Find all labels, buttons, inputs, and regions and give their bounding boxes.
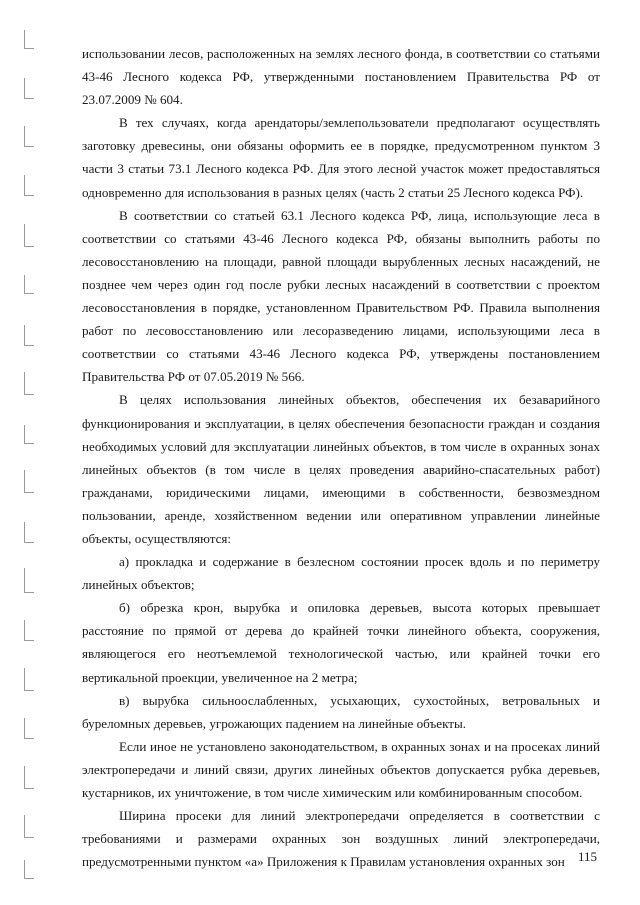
- margin-mark: [24, 224, 34, 247]
- page-number: 115: [578, 849, 598, 864]
- margin-mark: [24, 325, 34, 346]
- binding-margin-marks: [0, 0, 40, 905]
- margin-mark: [24, 175, 34, 196]
- margin-mark: [24, 860, 34, 879]
- margin-mark: [24, 78, 34, 99]
- list-item-c: в) вырубка сильноослабленных, усыхающих, сухостойных, ветровальных и буреломных деревьев, угрожающих падением на линейные объекты.: [82, 692, 600, 731]
- list-item-b: б) обрезка крон, вырубка и опиловка деревьев, высота которых превышает расстояние по прямой от дерева до крайней точки линейного объекта, сооружения, являющегося его неотъемлемой технологической частью, или крайней точки его вертикальной проекции, увеличенное на 2 метра;: [82, 600, 600, 685]
- margin-mark: [24, 372, 34, 395]
- margin-mark: [24, 30, 34, 49]
- margin-mark: [24, 470, 34, 493]
- body-text: [82, 42, 600, 873]
- paragraph-timber-harvesting: В тех случаях, когда арендаторы/землепользователи предполагают осуществлять заготовку древесины, они обязаны оформить ее в порядке, предусмотренном пунктом 3 части 3 статьи 73.1 Лесного кодекса РФ. Для этого лесной участок может предоставляться одновременно для использования в разных целях (часть 2 статьи 25 Лесного кодекса РФ).: [82, 115, 600, 200]
- paragraph-clearing-rules: Если иное не установлено законодательством, в охранных зонах и на просеках линий электропередачи и линий связи, других линейных объектов допускается рубка деревьев, кустарников, их уничтожение, в том числе химическим или комбинированным способом.: [82, 738, 600, 800]
- margin-mark: [24, 568, 34, 593]
- paragraph-reforestation: В соответствии со статьей 63.1 Лесного кодекса РФ, лица, использующие леса в соответствии со статьями 43-46 Лесного кодекса РФ, обязаны выполнить работы по лесовосстановлению на площади, равной площади вырубленных лесных насаждений, не позднее чем через один год после рубки лесных насаждений в соответствии с проектом лесовосстановления в порядке, установленном Правительством РФ. Правила выполнения работ по лесовосстановлению или лесоразведению лицами, использующими леса в соответствии со статьями 43-46 Лесного кодекса РФ, утверждены постановлением Правительства РФ от 07.05.2019 № 566.: [82, 207, 600, 385]
- margin-mark: [24, 620, 34, 641]
- list-item-a: а) прокладка и содержание в безлесном состоянии просек вдоль и по периметру линейных объектов;: [82, 554, 600, 593]
- paragraph-continuation: использовании лесов, расположенных на землях лесного фонда, в соответствии со статьями 43-46 Лесного кодекса РФ, утвержденными постановлением Правительства РФ от 23.07.2009 № 604.: [82, 46, 600, 108]
- margin-mark: [24, 815, 34, 838]
- margin-mark: [24, 766, 34, 789]
- margin-mark: [24, 275, 34, 294]
- margin-mark: [24, 718, 34, 739]
- paragraph-linear-objects: В целях использования линейных объектов, обеспечения их безаварийного функционирования и эксплуатации, в целях обеспечения безопасности граждан и создания необходимых условий для эксплуатации линейных объектов, в том числе в охранных зонах линейных объектов (в том числе в целях проведения аварийно-спасательных работ) гражданами, юридическими лицами, имеющими в собственности, безвозмездном пользовании, аренде, хозяйственном ведении или оперативном управлении линейные объекты, осуществляются:: [82, 392, 600, 546]
- margin-mark: [24, 522, 34, 543]
- paragraph-clearing-width: Ширина просеки для линий электропередачи определяется в соответствии с требованиями и размерами охранных зон воздушных линий электропередачи, предусмотренными пунктом «а» Приложения к Правилам установления охранных зон: [82, 808, 600, 870]
- margin-mark: [24, 425, 34, 444]
- margin-mark: [24, 126, 34, 147]
- margin-mark: [24, 668, 34, 691]
